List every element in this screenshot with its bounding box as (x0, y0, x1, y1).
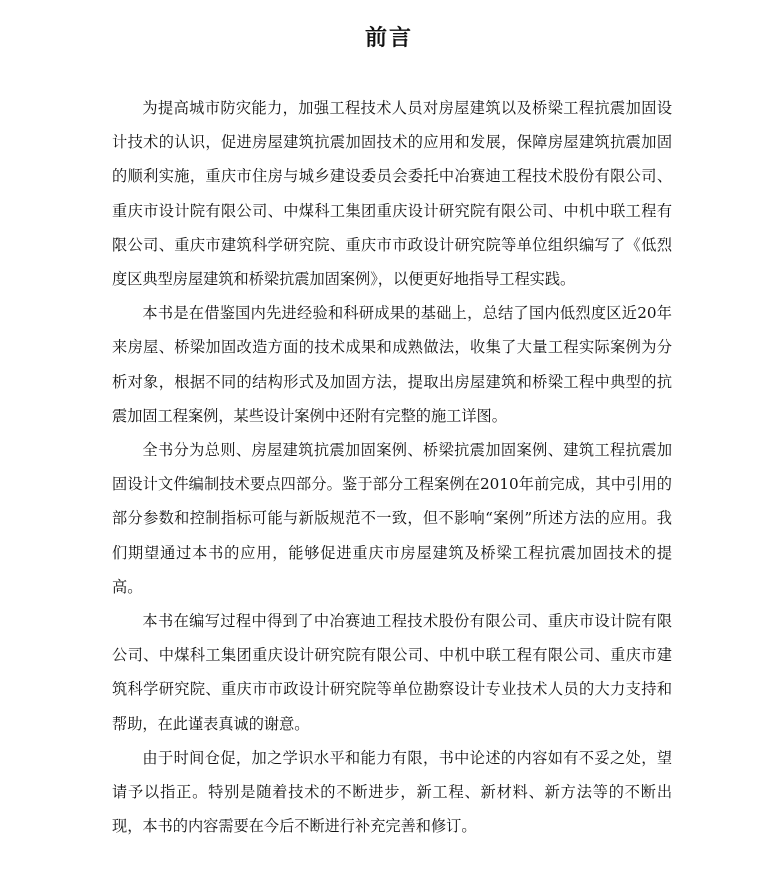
preface-body (112, 91, 672, 843)
paragraph-structure: 全书分为总则、房屋建筑抗震加固案例、桥梁抗震加固案例、建筑工程抗震加固设计文件编制技术要点四部分。鉴于部分工程案例在2010年前完成，其中引用的部分参数和控制指标可能与新版规范不一致，但不影响“案例”所述方法的应用。我们期望通过本书的应用，能够促进重庆市房屋建筑及桥梁工程抗震加固技术的提高。 (112, 441, 672, 596)
paragraph-basis: 本书是在借鉴国内先进经验和科研成果的基础上，总结了国内低烈度区近20年来房屋、桥梁加固改造方面的技术成果和成熟做法，收集了大量工程实际案例为分析对象，根据不同的结构形式及加固方法，提取出房屋建筑和桥梁工程中典型的抗震加固工程案例，某些设计案例中还附有完整的施工详图。 (112, 304, 672, 425)
paragraph-acknowledgement: 本书在编写过程中得到了中冶赛迪工程技术股份有限公司、重庆市设计院有限公司、中煤科工集团重庆设计研究院有限公司、中机中联工程有限公司、重庆市建筑科学研究院、重庆市市政设计研究院等单位勘察设计专业技术人员的大力支持和帮助，在此谨表真诚的谢意。 (112, 612, 672, 733)
paragraph-disclaimer: 由于时间仓促，加之学识水平和能力有限，书中论述的内容如有不妥之处，望请予以指正。特别是随着技术的不断进步，新工程、新材料、新方法等的不断出现，本书的内容需要在今后不断进行补充完善和修订。 (112, 748, 672, 836)
paragraph-purpose: 为提高城市防灾能力，加强工程技术人员对房屋建筑以及桥梁工程抗震加固设计技术的认识，促进房屋建筑抗震加固技术的应用和发展，保障房屋建筑抗震加固的顺利实施，重庆市住房与城乡建设委员会委托中冶赛迪工程技术股份有限公司、重庆市设计院有限公司、中煤科工集团重庆设计研究院有限公司、中机中联工程有限公司、重庆市建筑科学研究院、重庆市市政设计研究院等单位组织编写了《低烈度区典型房屋建筑和桥梁抗震加固案例》，以便更好地指导工程实践。 (112, 99, 672, 289)
page-title: 前言 (364, 26, 413, 51)
